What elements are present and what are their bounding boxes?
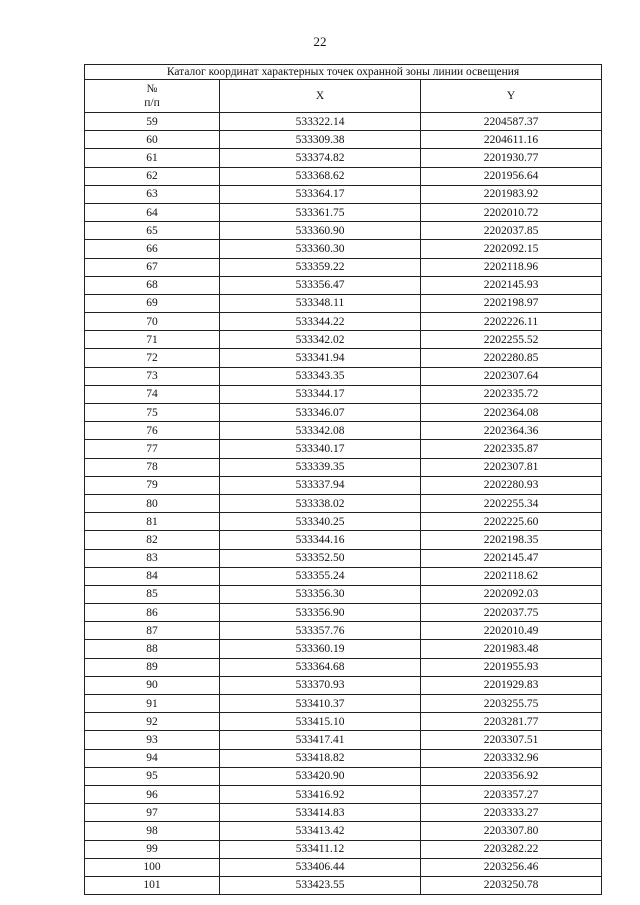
- cell-x: 533361.75: [220, 203, 421, 221]
- table-row: [85, 804, 602, 822]
- cell-number: 59: [85, 113, 220, 131]
- cell-y: 2203357.27: [421, 785, 602, 803]
- cell-y: 2203281.77: [421, 713, 602, 731]
- table-row: [85, 767, 602, 785]
- cell-y: 2203255.75: [421, 695, 602, 713]
- table-row: [85, 622, 602, 640]
- cell-number: 88: [85, 640, 220, 658]
- cell-number: 84: [85, 567, 220, 585]
- table-row: [85, 458, 602, 476]
- cell-x: 533411.12: [220, 840, 421, 858]
- cell-x: 533368.62: [220, 167, 421, 185]
- cell-x: 533406.44: [220, 858, 421, 876]
- cell-y: 2203332.96: [421, 749, 602, 767]
- cell-x: 533337.94: [220, 476, 421, 494]
- cell-number: 82: [85, 531, 220, 549]
- cell-y: 2202364.36: [421, 422, 602, 440]
- table-row: [85, 149, 602, 167]
- table-row: [85, 294, 602, 312]
- cell-x: 533340.17: [220, 440, 421, 458]
- cell-y: 2204611.16: [421, 131, 602, 149]
- cell-x: 533418.82: [220, 749, 421, 767]
- cell-number: 85: [85, 585, 220, 603]
- cell-number: 69: [85, 294, 220, 312]
- cell-number: 73: [85, 367, 220, 385]
- cell-y: 2202118.96: [421, 258, 602, 276]
- cell-number: 76: [85, 422, 220, 440]
- cell-number: 92: [85, 713, 220, 731]
- header-number-line1: №: [146, 83, 158, 95]
- table-row: [85, 549, 602, 567]
- cell-y: 2202092.03: [421, 585, 602, 603]
- cell-number: 93: [85, 731, 220, 749]
- table-row: [85, 531, 602, 549]
- table-row: [85, 349, 602, 367]
- cell-y: 2201955.93: [421, 658, 602, 676]
- cell-y: 2201983.92: [421, 185, 602, 203]
- cell-x: 533340.25: [220, 513, 421, 531]
- table-row: [85, 785, 602, 803]
- cell-number: 86: [85, 604, 220, 622]
- table-row: [85, 276, 602, 294]
- cell-number: 83: [85, 549, 220, 567]
- cell-x: 533344.17: [220, 385, 421, 403]
- table-body: [85, 113, 602, 895]
- table-row: [85, 313, 602, 331]
- cell-x: 533348.11: [220, 294, 421, 312]
- table-row: [85, 185, 602, 203]
- table-row: [85, 167, 602, 185]
- cell-y: 2201930.77: [421, 149, 602, 167]
- cell-x: 533415.10: [220, 713, 421, 731]
- cell-y: 2203333.27: [421, 804, 602, 822]
- cell-x: 533423.55: [220, 876, 421, 894]
- table-row: [85, 567, 602, 585]
- cell-y: 2203307.80: [421, 822, 602, 840]
- cell-x: 533374.82: [220, 149, 421, 167]
- cell-y: 2202225.60: [421, 513, 602, 531]
- table-row: [85, 749, 602, 767]
- cell-y: 2202118.62: [421, 567, 602, 585]
- cell-number: 62: [85, 167, 220, 185]
- table-row: [85, 331, 602, 349]
- cell-number: 64: [85, 203, 220, 221]
- cell-number: 63: [85, 185, 220, 203]
- cell-number: 90: [85, 676, 220, 694]
- cell-y: 2202092.15: [421, 240, 602, 258]
- coordinates-table: [84, 64, 602, 895]
- cell-y: 2202335.87: [421, 440, 602, 458]
- cell-y: 2202198.35: [421, 531, 602, 549]
- cell-x: 533356.90: [220, 604, 421, 622]
- cell-number: 71: [85, 331, 220, 349]
- cell-number: 70: [85, 313, 220, 331]
- cell-y: 2202010.49: [421, 622, 602, 640]
- cell-number: 65: [85, 222, 220, 240]
- cell-x: 533341.94: [220, 349, 421, 367]
- cell-y: 2202010.72: [421, 203, 602, 221]
- table-row: [85, 513, 602, 531]
- cell-number: 80: [85, 494, 220, 512]
- page-number: 22: [313, 34, 327, 49]
- cell-x: 533364.17: [220, 185, 421, 203]
- cell-number: 89: [85, 658, 220, 676]
- cell-x: 533410.37: [220, 695, 421, 713]
- cell-number: 61: [85, 149, 220, 167]
- cell-x: 533342.08: [220, 422, 421, 440]
- cell-number: 91: [85, 695, 220, 713]
- cell-number: 94: [85, 749, 220, 767]
- cell-x: 533364.68: [220, 658, 421, 676]
- cell-x: 533414.83: [220, 804, 421, 822]
- table-title: Каталог координат характерных точек охранной зоны линии освещения: [85, 65, 602, 80]
- table-row: [85, 385, 602, 403]
- cell-y: 2202198.97: [421, 294, 602, 312]
- table-row: [85, 713, 602, 731]
- table-row: [85, 422, 602, 440]
- table-row: [85, 822, 602, 840]
- cell-y: 2202364.08: [421, 404, 602, 422]
- cell-x: 533309.38: [220, 131, 421, 149]
- cell-y: 2202255.52: [421, 331, 602, 349]
- cell-x: 533360.30: [220, 240, 421, 258]
- cell-y: 2202145.93: [421, 276, 602, 294]
- table-row: [85, 876, 602, 894]
- cell-x: 533355.24: [220, 567, 421, 585]
- cell-number: 60: [85, 131, 220, 149]
- cell-number: 77: [85, 440, 220, 458]
- cell-number: 81: [85, 513, 220, 531]
- table-row: [85, 858, 602, 876]
- table-row: [85, 494, 602, 512]
- cell-x: 533352.50: [220, 549, 421, 567]
- table-row: [85, 367, 602, 385]
- cell-x: 533370.93: [220, 676, 421, 694]
- cell-number: 78: [85, 458, 220, 476]
- cell-x: 533344.16: [220, 531, 421, 549]
- cell-y: 2202037.85: [421, 222, 602, 240]
- table-row: [85, 658, 602, 676]
- cell-y: 2202226.11: [421, 313, 602, 331]
- header-number: [85, 80, 220, 113]
- table-row: [85, 731, 602, 749]
- cell-x: 533359.22: [220, 258, 421, 276]
- cell-y: 2202037.75: [421, 604, 602, 622]
- cell-x: 533342.02: [220, 331, 421, 349]
- cell-x: 533413.42: [220, 822, 421, 840]
- cell-y: 2203256.46: [421, 858, 602, 876]
- cell-x: 533344.22: [220, 313, 421, 331]
- table-row: [85, 404, 602, 422]
- cell-y: 2203356.92: [421, 767, 602, 785]
- table-row: [85, 440, 602, 458]
- cell-number: 98: [85, 822, 220, 840]
- table-row: [85, 131, 602, 149]
- table-row: [85, 840, 602, 858]
- cell-x: 533420.90: [220, 767, 421, 785]
- cell-x: 533416.92: [220, 785, 421, 803]
- table-row: [85, 585, 602, 603]
- cell-y: 2202307.64: [421, 367, 602, 385]
- cell-y: 2202335.72: [421, 385, 602, 403]
- cell-number: 74: [85, 385, 220, 403]
- header-x: X: [220, 80, 421, 113]
- cell-x: 533417.41: [220, 731, 421, 749]
- cell-y: 2201956.64: [421, 167, 602, 185]
- cell-number: 97: [85, 804, 220, 822]
- cell-y: 2202255.34: [421, 494, 602, 512]
- cell-x: 533360.90: [220, 222, 421, 240]
- cell-number: 87: [85, 622, 220, 640]
- cell-x: 533322.14: [220, 113, 421, 131]
- table-row: [85, 604, 602, 622]
- cell-number: 79: [85, 476, 220, 494]
- table-row: [85, 240, 602, 258]
- cell-x: 533339.35: [220, 458, 421, 476]
- table-row: [85, 258, 602, 276]
- table-row: [85, 695, 602, 713]
- table-row: [85, 640, 602, 658]
- cell-number: 96: [85, 785, 220, 803]
- cell-number: 66: [85, 240, 220, 258]
- table-row: [85, 203, 602, 221]
- cell-y: 2204587.37: [421, 113, 602, 131]
- cell-y: 2203282.22: [421, 840, 602, 858]
- table-header-row: [85, 80, 602, 113]
- cell-number: 67: [85, 258, 220, 276]
- cell-number: 68: [85, 276, 220, 294]
- cell-y: 2201929.83: [421, 676, 602, 694]
- cell-number: 99: [85, 840, 220, 858]
- cell-y: 2202307.81: [421, 458, 602, 476]
- cell-x: 533356.47: [220, 276, 421, 294]
- cell-y: 2203250.78: [421, 876, 602, 894]
- table-row: [85, 476, 602, 494]
- table-row: [85, 676, 602, 694]
- cell-x: 533357.76: [220, 622, 421, 640]
- cell-number: 75: [85, 404, 220, 422]
- cell-y: 2202145.47: [421, 549, 602, 567]
- cell-number: 100: [85, 858, 220, 876]
- cell-y: 2201983.48: [421, 640, 602, 658]
- cell-x: 533346.07: [220, 404, 421, 422]
- header-y: Y: [421, 80, 602, 113]
- table-row: [85, 222, 602, 240]
- cell-x: 533360.19: [220, 640, 421, 658]
- cell-x: 533338.02: [220, 494, 421, 512]
- cell-number: 72: [85, 349, 220, 367]
- cell-x: 533356.30: [220, 585, 421, 603]
- cell-number: 95: [85, 767, 220, 785]
- table-row: [85, 113, 602, 131]
- cell-y: 2203307.51: [421, 731, 602, 749]
- cell-x: 533343.35: [220, 367, 421, 385]
- cell-number: 101: [85, 876, 220, 894]
- cell-y: 2202280.85: [421, 349, 602, 367]
- cell-y: 2202280.93: [421, 476, 602, 494]
- header-number-line2: п/п: [144, 97, 160, 109]
- table-title-row: [85, 65, 602, 80]
